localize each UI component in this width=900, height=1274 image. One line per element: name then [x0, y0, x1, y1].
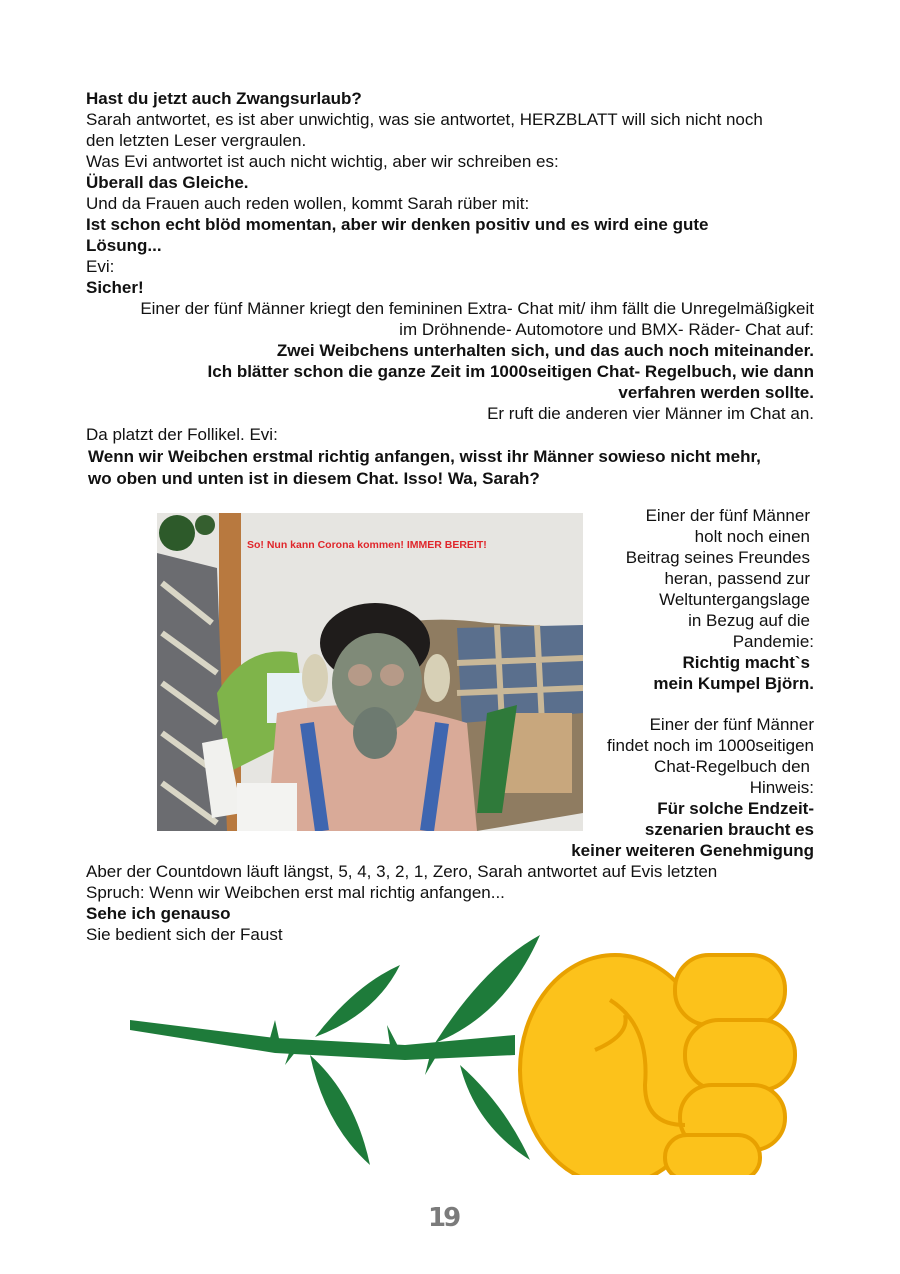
side-text: in Bezug auf die: [688, 611, 810, 630]
leaf: [435, 935, 540, 1043]
text-line: Da platzt der Follikel. Evi:: [86, 425, 278, 444]
text-line: Zwei Weibchens unterhalten sich, und das auch noch miteinander.: [276, 341, 814, 360]
text-line: Aber der Countdown läuft längst, 5, 4, 3, 2, 1, Zero, Sarah antwortet auf Evis letzten: [86, 862, 718, 881]
side-text: findet noch im 1000seitigen: [607, 736, 814, 755]
text-line: Was Evi antwortet ist auch nicht wichtig, aber wir schreiben es:: [86, 152, 559, 171]
text-line: verfahren werden sollte.: [618, 383, 814, 402]
text-line: Überall das Gleiche.: [86, 173, 249, 192]
photo-caption: So! Nun kann Corona kommen! IMMER BEREIT!: [247, 539, 487, 551]
side-text: Beitrag seines Freundes: [625, 548, 810, 567]
text-line: Einer der fünf Männer kriegt den femininen Extra- Chat mit/ ihm fällt die Unregelmäßigkeit: [140, 299, 814, 318]
gas-mask-photo: [157, 513, 583, 831]
plant: [159, 515, 195, 551]
ear-defender-right: [424, 654, 450, 702]
side-text: Chat-Regelbuch den: [654, 757, 810, 776]
text-line: den letzten Leser vergraulen.: [86, 131, 307, 150]
side-text: Für solche Endzeit-: [657, 799, 814, 818]
side-text: mein Kumpel Björn.: [653, 674, 814, 693]
side-text: Einer der fünf Männer: [649, 715, 814, 734]
mask-filter: [353, 707, 397, 759]
side-text: Hinweis:: [749, 778, 814, 797]
text-line: Wenn wir Weibchen erstmal richtig anfangen, wisst ihr Männer sowieso nicht mehr,: [88, 447, 761, 466]
photo-scene: [157, 513, 583, 831]
text-line: im Dröhnende- Automotore und BMX- Räder- Chat auf:: [399, 320, 814, 339]
side-text: keiner weiteren Genehmigung: [571, 841, 814, 860]
text-line: Spruch: Wenn wir Weibchen erst mal richtig anfangen...: [86, 883, 505, 902]
rose-stem: [130, 935, 540, 1165]
text-line: Sarah antwortet, es ist aber unwichtig, was sie antwortet, HERZBLATT will sich nicht noch: [86, 110, 763, 129]
fist-holding-rose-stem-icon: [125, 925, 845, 1175]
text-line: wo oben und unten ist in diesem Chat. Isso! Wa, Sarah?: [88, 469, 540, 488]
ear-defender-left: [302, 654, 328, 702]
side-text: Pandemie:: [732, 632, 814, 651]
side-text: szenarien braucht es: [644, 820, 814, 839]
leaf: [310, 1055, 370, 1165]
fist: [520, 955, 795, 1175]
side-text: Einer der fünf Männer: [645, 506, 810, 525]
text-line: Evi:: [86, 257, 115, 276]
text-line: Sehe ich genauso: [86, 904, 231, 923]
text-line: Lösung...: [86, 236, 162, 255]
toilet-roll: [237, 783, 297, 831]
text-line: Sicher!: [86, 278, 144, 297]
text-line: Ist schon echt blöd momentan, aber wir denken positiv und es wird eine gute: [86, 215, 709, 234]
side-text: heran, passend zur: [664, 569, 810, 588]
side-text: Richtig macht`s: [682, 653, 810, 672]
text-line: Er ruft die anderen vier Männer im Chat an.: [487, 404, 814, 423]
side-text: Weltuntergangslage: [659, 590, 810, 609]
side-text: holt noch einen: [694, 527, 810, 546]
text-line: Hast du jetzt auch Zwangsurlaub?: [86, 89, 362, 108]
text-line: Und da Frauen auch reden wollen, kommt Sarah rüber mit:: [86, 194, 530, 213]
text-line: Sie bedient sich der Faust: [86, 925, 283, 944]
text-line: Ich blätter schon die ganze Zeit im 1000seitigen Chat- Regelbuch, wie dann: [207, 362, 814, 381]
page-number: 19: [428, 1203, 459, 1233]
fist-rose-illustration: [125, 925, 845, 1175]
